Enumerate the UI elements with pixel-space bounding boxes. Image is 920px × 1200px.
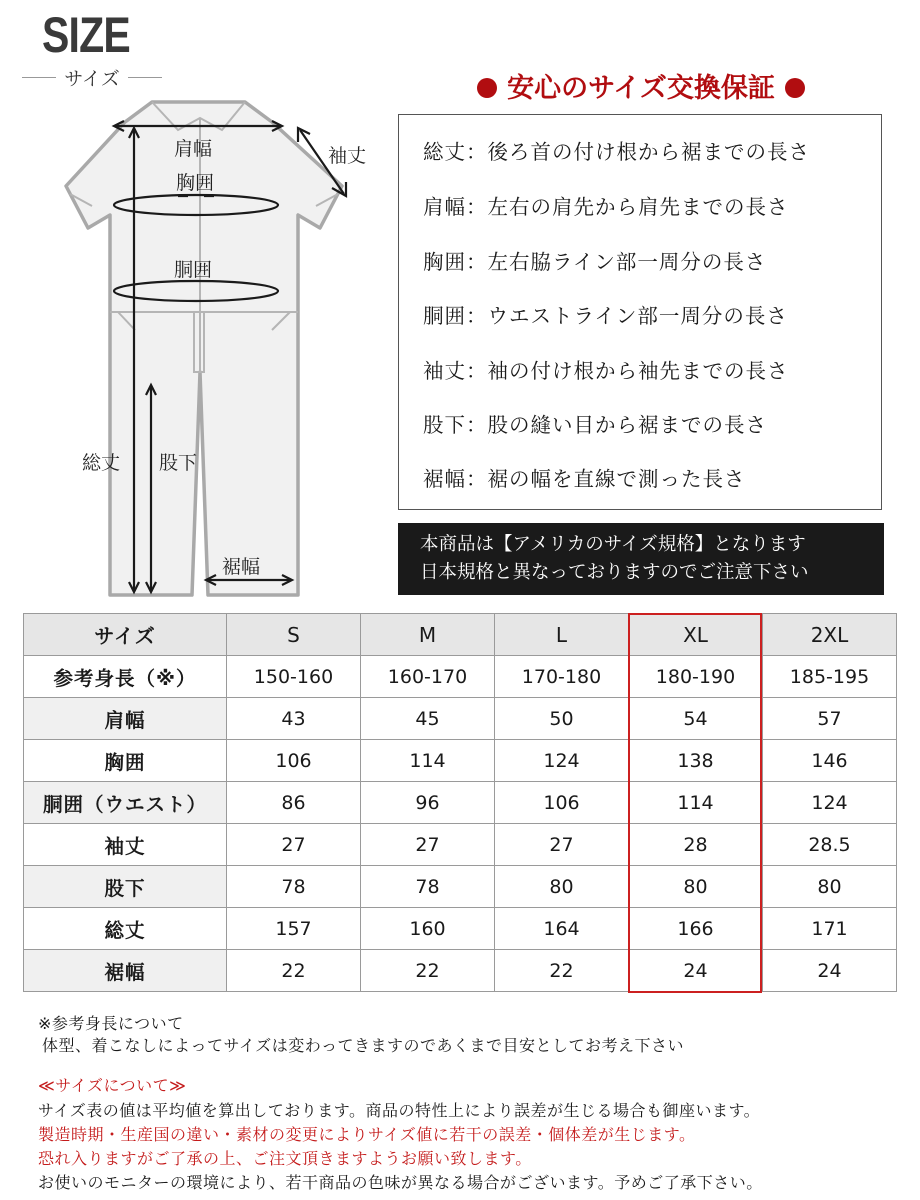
definition-row: 袖丈：袖の付け根から袖先までの長さ <box>423 359 789 383</box>
measurement-definitions-box <box>398 114 882 510</box>
size-note-line-2: 製造時期・生産国の違い・素材の変更によりサイズ値に若干の誤差・個体差が生じます。 <box>38 1125 696 1144</box>
table-cell: 43 <box>227 698 361 740</box>
table-cell: 106 <box>495 782 629 824</box>
table-cell: 27 <box>495 824 629 866</box>
row-label: 参考身長（※） <box>24 656 227 698</box>
table-cell: 114 <box>629 782 763 824</box>
definition-row: 総丈：後ろ首の付け根から裾までの長さ <box>423 140 810 164</box>
row-label: 胴囲（ウエスト） <box>24 782 227 824</box>
size-subtitle <box>22 64 162 91</box>
definition-row: 肩幅：左右の肩先から肩先までの長さ <box>423 195 789 219</box>
table-row <box>24 698 897 740</box>
row-label: 股下 <box>24 866 227 908</box>
table-cell: 27 <box>227 824 361 866</box>
table-cell: 54 <box>629 698 763 740</box>
table-cell: 22 <box>227 950 361 992</box>
table-cell: 80 <box>629 866 763 908</box>
size-subtitle-text: サイズ <box>64 68 120 90</box>
table-cell: 114 <box>361 740 495 782</box>
table-cell: 124 <box>495 740 629 782</box>
table-cell: 160 <box>361 908 495 950</box>
reference-height-title: ※参考身長について <box>38 1014 184 1033</box>
table-cell: 106 <box>227 740 361 782</box>
table-row <box>24 740 897 782</box>
table-cell: 78 <box>361 866 495 908</box>
table-cell: 80 <box>763 866 897 908</box>
header-cell: 2XL <box>763 614 897 656</box>
header-cell: L <box>495 614 629 656</box>
reference-height-body: 体型、着こなしによってサイズは変わってきますのであくまで目安としてお考え下さい <box>42 1036 685 1055</box>
header-cell: サイズ <box>24 614 227 656</box>
table-cell: 180-190 <box>629 656 763 698</box>
size-note-line-4: お使いのモニターの環境により、若干商品の色味が異なる場合がございます。予めご了承下さい。 <box>38 1173 763 1192</box>
diagram-label-shoulder: 肩幅 <box>174 138 213 160</box>
table-cell: 138 <box>629 740 763 782</box>
definition-row: 胸囲：左右脇ライン部一周分の長さ <box>423 250 767 274</box>
table-cell: 22 <box>361 950 495 992</box>
table-row <box>24 908 897 950</box>
table-cell: 22 <box>495 950 629 992</box>
table-cell: 50 <box>495 698 629 740</box>
table-cell: 86 <box>227 782 361 824</box>
size-title: SIZE <box>42 7 130 63</box>
table-cell: 185-195 <box>763 656 897 698</box>
definition-row: 股下：股の縫い目から裾までの長さ <box>423 413 767 437</box>
table-cell: 146 <box>763 740 897 782</box>
table-cell: 27 <box>361 824 495 866</box>
header-cell: M <box>361 614 495 656</box>
notice-line-1: 本商品は【アメリカのサイズ規格】となります <box>420 534 806 555</box>
diagram-label-chest: 胸囲 <box>176 172 215 194</box>
diagram-label-waist: 胴囲 <box>174 259 213 281</box>
table-cell: 160-170 <box>361 656 495 698</box>
table-cell: 45 <box>361 698 495 740</box>
table-cell: 157 <box>227 908 361 950</box>
table-row <box>24 656 897 698</box>
row-label: 胸囲 <box>24 740 227 782</box>
table-cell: 171 <box>763 908 897 950</box>
definition-row: 胴囲：ウエストライン部一周分の長さ <box>423 304 788 328</box>
row-label: 総丈 <box>24 908 227 950</box>
table-row <box>24 824 897 866</box>
table-cell: 96 <box>361 782 495 824</box>
diagram-label-hem: 裾幅 <box>222 556 261 578</box>
subtitle-rule-left <box>22 77 56 78</box>
table-cell: 80 <box>495 866 629 908</box>
guarantee-title: 安心のサイズ交換保証 <box>507 73 775 104</box>
table-header-row <box>24 614 897 656</box>
size-table <box>23 613 897 992</box>
notice-line-2: 日本規格と異なっておりますのでご注意下さい <box>420 562 809 583</box>
row-label: 袖丈 <box>24 824 227 866</box>
red-dot-icon <box>785 78 805 98</box>
size-note-line-1: サイズ表の値は平均値を算出しております。商品の特性上により誤差が生じる場合も御座います。 <box>38 1101 761 1120</box>
table-cell: 24 <box>629 950 763 992</box>
table-cell: 28 <box>629 824 763 866</box>
diagram-label-sleeve: 袖丈 <box>328 145 367 167</box>
table-cell: 57 <box>763 698 897 740</box>
table-row <box>24 866 897 908</box>
us-size-notice <box>398 523 884 595</box>
row-label: 裾幅 <box>24 950 227 992</box>
table-cell: 170-180 <box>495 656 629 698</box>
size-notes-title: ≪サイズについて≫ <box>38 1076 187 1095</box>
diagram-label-inseam: 股下 <box>159 452 198 474</box>
diagram-label-total-length: 総丈 <box>82 452 121 474</box>
subtitle-rule-right <box>128 77 162 78</box>
table-cell: 78 <box>227 866 361 908</box>
table-cell: 166 <box>629 908 763 950</box>
table-row <box>24 950 897 992</box>
exchange-guarantee-heading <box>398 66 884 105</box>
table-cell: 28.5 <box>763 824 897 866</box>
table-cell: 124 <box>763 782 897 824</box>
table-cell: 164 <box>495 908 629 950</box>
header-cell: XL <box>629 614 763 656</box>
size-note-line-3: 恐れ入りますがご了承の上、ご注文頂きますようお願い致します。 <box>38 1149 532 1168</box>
table-row <box>24 782 897 824</box>
table-cell: 24 <box>763 950 897 992</box>
row-label: 肩幅 <box>24 698 227 740</box>
header-cell: S <box>227 614 361 656</box>
red-dot-icon <box>477 78 497 98</box>
table-cell: 150-160 <box>227 656 361 698</box>
definition-row: 裾幅：裾の幅を直線で測った長さ <box>423 467 746 491</box>
